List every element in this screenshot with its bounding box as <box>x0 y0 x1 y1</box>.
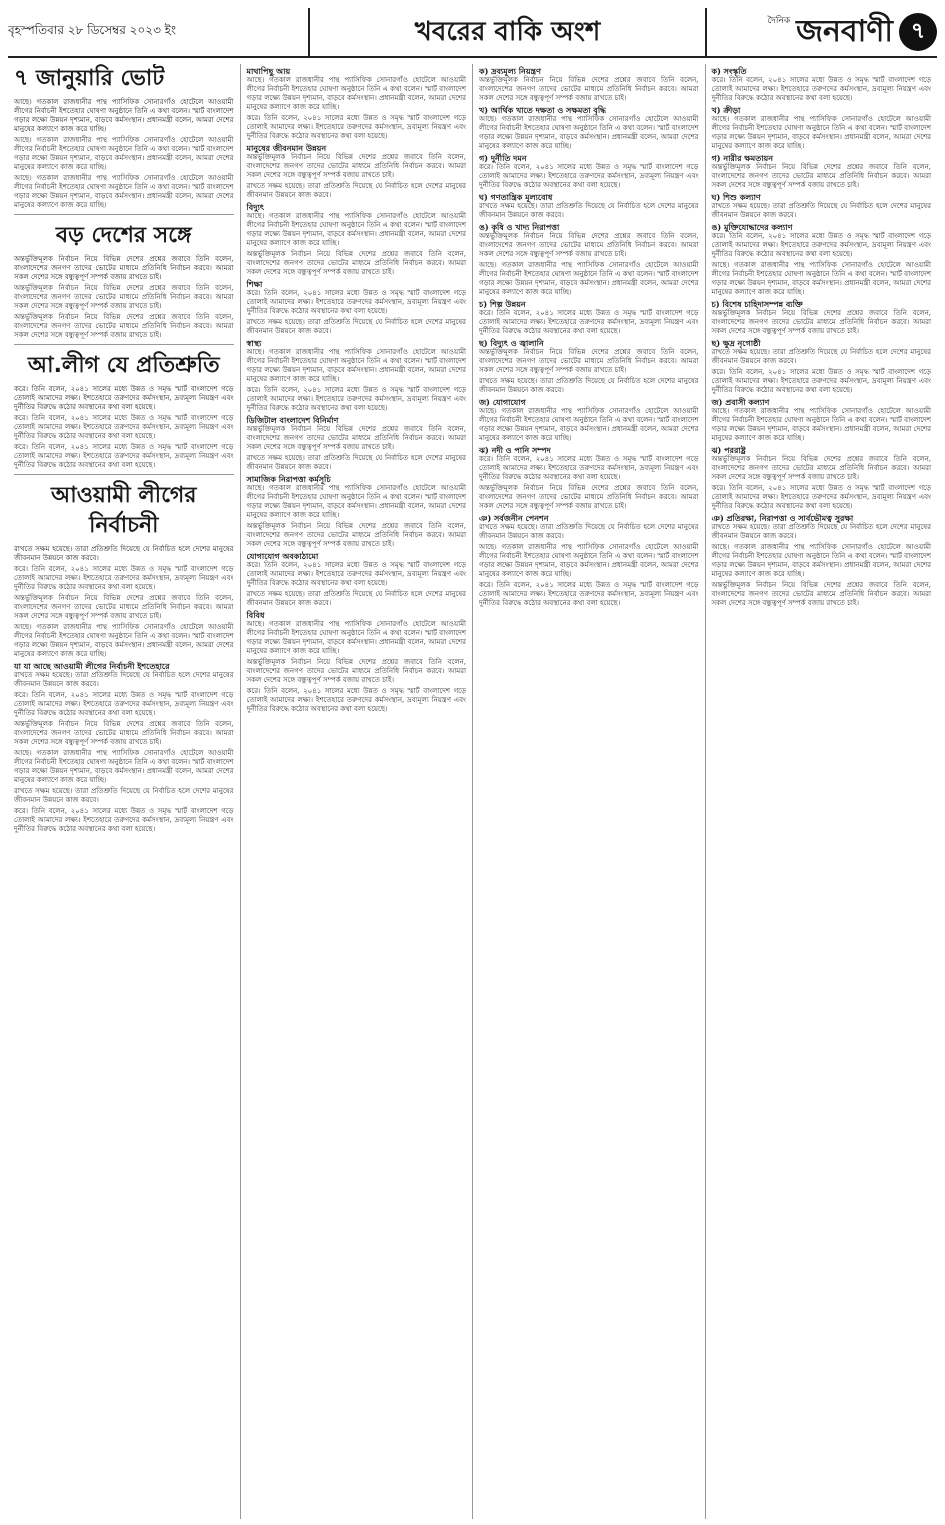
article-paragraph: অন্তর্ভুক্তিমূলক নির্বাচন নিয়ে বিভিন্ন দেশের প্রশ্নের জবাবে তিনি বলেন, বাংলাদেশের জনগণ তাদের ভোটের মাধ্যমে প্রতিনিধি নির্বাচন করবে। আমরা সকল দেশের সঙ্গে বন্ধুত্বপূর্ণ সম্পর্ক বজায় রাখতে চাই। <box>14 313 234 339</box>
subheading: ক) সংস্কৃতি <box>711 66 747 76</box>
article-paragraph: করে। তিনি বলেন, ২০৪১ সালের মধ্যে উন্নত ও সমৃদ্ধ স্মার্ট বাংলাদেশ গড়ে তোলাই আমাদের লক্ষ্য। ইশতেহারে তরুণদের কর্মসংস্থান, দ্রব্যমূল্য নিয়ন্ত্রণ এবং দুর্নীতির বিরুদ্ধে কঠোর অবস্থানের কথা বলা হয়েছে। <box>711 232 931 258</box>
column-3 <box>473 64 706 1519</box>
masthead <box>8 8 937 58</box>
subheading: বিদ্যুৎ <box>246 202 265 212</box>
article-paragraph: করে। তিনি বলেন, ২০৪১ সালের মধ্যে উন্নত ও সমৃদ্ধ স্মার্ট বাংলাদেশ গড়ে তোলাই আমাদের লক্ষ্য। ইশতেহারে তরুণদের কর্মসংস্থান, দ্রব্যমূল্য নিয়ন্ত্রণ এবং দুর্নীতির বিরুদ্ধে কঠোর অবস্থানের কথা বলা হয়েছে। <box>14 691 234 717</box>
subheading: ঞ) প্রতিরক্ষা, নিরাপত্তা ও সার্বভৌমত্ব সুরক্ষা <box>711 513 854 523</box>
article-paragraph: আছে। গতকাল রাজধানীর পান্থ প্যাসিফিক সোনারগাঁও হোটেলে আওয়ামী লীগের নির্বাচনী ইশতেহার ঘোষণা অনুষ্ঠানে তিনি এ কথা বলেন। স্মার্ট বাংলাদেশ গড়ার লক্ষ্যে উন্নয়ন দৃশ্যমান, বাড়বে কর্মসংস্থান। প্রধানমন্ত্রী বলেন, আমরা দেশের মানুষের কল্যাণে কাজ করে যাচ্ছি। <box>479 407 699 442</box>
article-paragraph: রাখতে সক্ষম হয়েছে। তারা প্রতিশ্রুতি দিয়েছে যে নির্বাচিত হলে দেশের মানুষের জীবনমান উন্নয়নে কাজ করবে। <box>711 348 931 365</box>
article-paragraph: অন্তর্ভুক্তিমূলক নির্বাচন নিয়ে বিভিন্ন দেশের প্রশ্নের জবাবে তিনি বলেন, বাংলাদেশের জনগণ তাদের ভোটের মাধ্যমে প্রতিনিধি নির্বাচন করবে। আমরা সকল দেশের সঙ্গে বন্ধুত্বপূর্ণ সম্পর্ক বজায় রাখতে চাই। <box>711 163 931 189</box>
subheading: খ) আর্থিক খাতে দক্ষতা ও সক্ষমতা বৃদ্ধি <box>479 105 606 115</box>
article-paragraph: করে। তিনি বলেন, ২০৪১ সালের মধ্যে উন্নত ও সমৃদ্ধ স্মার্ট বাংলাদেশ গড়ে তোলাই আমাদের লক্ষ্য। ইশতেহারে তরুণদের কর্মসংস্থান, দ্রব্যমূল্য নিয়ন্ত্রণ এবং দুর্নীতির বিরুদ্ধে কঠোর অবস্থানের কথা বলা হয়েছে। <box>479 309 699 335</box>
subheading: চ) বিশেষ চাহিদাসম্পন্ন ব্যক্তি <box>711 299 803 309</box>
article-paragraph: অন্তর্ভুক্তিমূলক নির্বাচন নিয়ে বিভিন্ন দেশের প্রশ্নের জবাবে তিনি বলেন, বাংলাদেশের জনগণ তাদের ভোটের মাধ্যমে প্রতিনিধি নির্বাচন করবে। আমরা সকল দেশের সঙ্গে বন্ধুত্বপূর্ণ সম্পর্ক বজায় রাখতে চাই। <box>246 250 466 276</box>
subheading: মানুষের জীবনমান উন্নয়ন <box>246 143 327 153</box>
article-paragraph: রাখতে সক্ষম হয়েছে। তারা প্রতিশ্রুতি দিয়েছে যে নির্বাচিত হলে দেশের মানুষের জীবনমান উন্নয়নে কাজ করবে। <box>246 182 466 199</box>
column-4 <box>706 64 938 1519</box>
article-paragraph: আছে। গতকাল রাজধানীর পান্থ প্যাসিফিক সোনারগাঁও হোটেলে আওয়ামী লীগের নির্বাচনী ইশতেহার ঘোষণা অনুষ্ঠানে তিনি এ কথা বলেন। স্মার্ট বাংলাদেশ গড়ার লক্ষ্যে উন্নয়ন দৃশ্যমান, বাড়বে কর্মসংস্থান। প্রধানমন্ত্রী বলেন, আমরা দেশের মানুষের কল্যাণে কাজ করে যাচ্ছি। <box>246 76 466 111</box>
headline-manifesto: আওয়ামী লীগের নির্বাচনী <box>51 483 197 538</box>
article-paragraph: আছে। গতকাল রাজধানীর পান্থ প্যাসিফিক সোনারগাঁও হোটেলে আওয়ামী লীগের নির্বাচনী ইশতেহার ঘোষণা অনুষ্ঠানে তিনি এ কথা বলেন। স্মার্ট বাংলাদেশ গড়ার লক্ষ্যে উন্নয়ন দৃশ্যমান, বাড়বে কর্মসংস্থান। প্রধানমন্ত্রী বলেন, আমরা দেশের মানুষের কল্যাণে কাজ করে যাচ্ছি। <box>14 98 234 133</box>
subheading: ঝ) নদী ও পানি সম্পদ <box>479 445 551 455</box>
article-paragraph: আছে। গতকাল রাজধানীর পান্থ প্যাসিফিক সোনারগাঁও হোটেলে আওয়ামী লীগের নির্বাচনী ইশতেহার ঘোষণা অনুষ্ঠানে তিনি এ কথা বলেন। স্মার্ট বাংলাদেশ গড়ার লক্ষ্যে উন্নয়ন দৃশ্যমান, বাড়বে কর্মসংস্থান। প্রধানমন্ত্রী বলেন, আমরা দেশের মানুষের কল্যাণে কাজ করে যাচ্ছি। <box>711 407 931 442</box>
article-paragraph: অন্তর্ভুক্তিমূলক নির্বাচন নিয়ে বিভিন্ন দেশের প্রশ্নের জবাবে তিনি বলেন, বাংলাদেশের জনগণ তাদের ভোটের মাধ্যমে প্রতিনিধি নির্বাচন করবে। আমরা সকল দেশের সঙ্গে বন্ধুত্বপূর্ণ সম্পর্ক বজায় রাখতে চাই। <box>246 658 466 684</box>
subheading: বিবিধ <box>246 610 265 620</box>
article-paragraph: অন্তর্ভুক্তিমূলক নির্বাচন নিয়ে বিভিন্ন দেশের প্রশ্নের জবাবে তিনি বলেন, বাংলাদেশের জনগণ তাদের ভোটের মাধ্যমে প্রতিনিধি নির্বাচন করবে। আমরা সকল দেশের সঙ্গে বন্ধুত্বপূর্ণ সম্পর্ক বজায় রাখতে চাই। <box>246 522 466 548</box>
article-paragraph: করে। তিনি বলেন, ২০৪১ সালের মধ্যে উন্নত ও সমৃদ্ধ স্মার্ট বাংলাদেশ গড়ে তোলাই আমাদের লক্ষ্য। ইশতেহারে তরুণদের কর্মসংস্থান, দ্রব্যমূল্য নিয়ন্ত্রণ এবং দুর্নীতির বিরুদ্ধে কঠোর অবস্থানের কথা বলা হয়েছে। <box>479 163 699 189</box>
article-paragraph: অন্তর্ভুক্তিমূলক নির্বাচন নিয়ে বিভিন্ন দেশের প্রশ্নের জবাবে তিনি বলেন, বাংলাদেশের জনগণ তাদের ভোটের মাধ্যমে প্রতিনিধি নির্বাচন করবে। আমরা সকল দেশের সঙ্গে বন্ধুত্বপূর্ণ সম্পর্ক বজায় রাখতে চাই। <box>479 348 699 374</box>
article-paragraph: রাখতে সক্ষম হয়েছে। তারা প্রতিশ্রুতি দিয়েছে যে নির্বাচিত হলে দেশের মানুষের জীবনমান উন্নয়নে কাজ করবে। <box>246 590 466 607</box>
headline-big-countries: বড় দেশের সঙ্গে <box>55 223 192 248</box>
subheading: ছ) ক্ষুদ্র নৃগোষ্ঠী <box>711 338 761 348</box>
subheading: ঙ) কৃষি ও খাদ্য নিরাপত্তা <box>479 222 560 232</box>
subheading: মাথাপিছু আয় <box>246 66 291 76</box>
subheading: জ) প্রবাসী কল্যাণ <box>711 397 770 407</box>
article-paragraph: আছে। গতকাল রাজধানীর পান্থ প্যাসিফিক সোনারগাঁও হোটেলে আওয়ামী লীগের নির্বাচনী ইশতেহার ঘোষণা অনুষ্ঠানে তিনি এ কথা বলেন। স্মার্ট বাংলাদেশ গড়ার লক্ষ্যে উন্নয়ন দৃশ্যমান, বাড়বে কর্মসংস্থান। প্রধানমন্ত্রী বলেন, আমরা দেশের মানুষের কল্যাণে কাজ করে যাচ্ছি। <box>711 261 931 296</box>
article-paragraph: করে। তিনি বলেন, ২০৪১ সালের মধ্যে উন্নত ও সমৃদ্ধ স্মার্ট বাংলাদেশ গড়ে তোলাই আমাদের লক্ষ্য। ইশতেহারে তরুণদের কর্মসংস্থান, দ্রব্যমূল্য নিয়ন্ত্রণ এবং দুর্নীতির বিরুদ্ধে কঠোর অবস্থানের কথা বলা হয়েছে। <box>711 484 931 510</box>
subheading: ক) দ্রব্যমূল্য নিয়ন্ত্রণ <box>479 66 541 76</box>
article-paragraph: করে। তিনি বলেন, ২০৪১ সালের মধ্যে উন্নত ও সমৃদ্ধ স্মার্ট বাংলাদেশ গড়ে তোলাই আমাদের লক্ষ্য। ইশতেহারে তরুণদের কর্মসংস্থান, দ্রব্যমূল্য নিয়ন্ত্রণ এবং দুর্নীতির বিরুদ্ধে কঠোর অবস্থানের কথা বলা হয়েছে। <box>246 386 466 412</box>
subheading: গ) নারীর ক্ষমতায়ন <box>711 153 774 163</box>
page-number: ৭ <box>899 13 937 51</box>
article-paragraph: আছে। গতকাল রাজধানীর পান্থ প্যাসিফিক সোনারগাঁও হোটেলে আওয়ামী লীগের নির্বাচনী ইশতেহার ঘোষণা অনুষ্ঠানে তিনি এ কথা বলেন। স্মার্ট বাংলাদেশ গড়ার লক্ষ্যে উন্নয়ন দৃশ্যমান, বাড়বে কর্মসংস্থান। প্রধানমন্ত্রী বলেন, আমরা দেশের মানুষের কল্যাণে কাজ করে যাচ্ছি। <box>246 484 466 519</box>
article-paragraph: আছে। গতকাল রাজধানীর পান্থ প্যাসিফিক সোনারগাঁও হোটেলে আওয়ামী লীগের নির্বাচনী ইশতেহার ঘোষণা অনুষ্ঠানে তিনি এ কথা বলেন। স্মার্ট বাংলাদেশ গড়ার লক্ষ্যে উন্নয়ন দৃশ্যমান, বাড়বে কর্মসংস্থান। প্রধানমন্ত্রী বলেন, আমরা দেশের মানুষের কল্যাণে কাজ করে যাচ্ছি। <box>246 212 466 247</box>
article-paragraph: অন্তর্ভুক্তিমূলক নির্বাচন নিয়ে বিভিন্ন দেশের প্রশ্নের জবাবে তিনি বলেন, বাংলাদেশের জনগণ তাদের ভোটের মাধ্যমে প্রতিনিধি নির্বাচন করবে। আমরা সকল দেশের সঙ্গে বন্ধুত্বপূর্ণ সম্পর্ক বজায় রাখতে চাই। <box>246 153 466 179</box>
subheading: ঘ) গণতান্ত্রিক মূল্যবোধ <box>479 192 553 202</box>
subheading: সামাজিক নিরাপত্তা কর্মসূচি <box>246 474 331 484</box>
article-paragraph: আছে। গতকাল রাজধানীর পান্থ প্যাসিফিক সোনারগাঁও হোটেলে আওয়ামী লীগের নির্বাচনী ইশতেহার ঘোষণা অনুষ্ঠানে তিনি এ কথা বলেন। স্মার্ট বাংলাদেশ গড়ার লক্ষ্যে উন্নয়ন দৃশ্যমান, বাড়বে কর্মসংস্থান। প্রধানমন্ত্রী বলেন, আমরা দেশের মানুষের কল্যাণে কাজ করে যাচ্ছি। <box>479 261 699 296</box>
column-2 <box>241 64 474 1519</box>
article-paragraph: করে। তিনি বলেন, ২০৪১ সালের মধ্যে উন্নত ও সমৃদ্ধ স্মার্ট বাংলাদেশ গড়ে তোলাই আমাদের লক্ষ্য। ইশতেহারে তরুণদের কর্মসংস্থান, দ্রব্যমূল্য নিয়ন্ত্রণ এবং দুর্নীতির বিরুদ্ধে কঠোর অবস্থানের কথা বলা হয়েছে। <box>246 687 466 713</box>
article-paragraph: আছে। গতকাল রাজধানীর পান্থ প্যাসিফিক সোনারগাঁও হোটেলে আওয়ামী লীগের নির্বাচনী ইশতেহার ঘোষণা অনুষ্ঠানে তিনি এ কথা বলেন। স্মার্ট বাংলাদেশ গড়ার লক্ষ্যে উন্নয়ন দৃশ্যমান, বাড়বে কর্মসংস্থান। প্রধানমন্ত্রী বলেন, আমরা দেশের মানুষের কল্যাণে কাজ করে যাচ্ছি। <box>246 620 466 655</box>
article-paragraph: করে। তিনি বলেন, ২০৪১ সালের মধ্যে উন্নত ও সমৃদ্ধ স্মার্ট বাংলাদেশ গড়ে তোলাই আমাদের লক্ষ্য। ইশতেহারে তরুণদের কর্মসংস্থান, দ্রব্যমূল্য নিয়ন্ত্রণ এবং দুর্নীতির বিরুদ্ধে কঠোর অবস্থানের কথা বলা হয়েছে। <box>14 443 234 469</box>
article-paragraph: অন্তর্ভুক্তিমূলক নির্বাচন নিয়ে বিভিন্ন দেশের প্রশ্নের জবাবে তিনি বলেন, বাংলাদেশের জনগণ তাদের ভোটের মাধ্যমে প্রতিনিধি নির্বাচন করবে। আমরা সকল দেশের সঙ্গে বন্ধুত্বপূর্ণ সম্পর্ক বজায় রাখতে চাই। <box>711 581 931 607</box>
article-paragraph: করে। তিনি বলেন, ২০৪১ সালের মধ্যে উন্নত ও সমৃদ্ধ স্মার্ট বাংলাদেশ গড়ে তোলাই আমাদের লক্ষ্য। ইশতেহারে তরুণদের কর্মসংস্থান, দ্রব্যমূল্য নিয়ন্ত্রণ এবং দুর্নীতির বিরুদ্ধে কঠোর অবস্থানের কথা বলা হয়েছে। <box>246 561 466 587</box>
subheading: ছ) বিদ্যুৎ ও জ্বালানি <box>479 338 544 348</box>
section-title: খবরের বাকি অংশ <box>308 8 707 56</box>
article-paragraph: অন্তর্ভুক্তিমূলক নির্বাচন নিয়ে বিভিন্ন দেশের প্রশ্নের জবাবে তিনি বলেন, বাংলাদেশের জনগণ তাদের ভোটের মাধ্যমে প্রতিনিধি নির্বাচন করবে। আমরা সকল দেশের সঙ্গে বন্ধুত্বপূর্ণ সম্পর্ক বজায় রাখতে চাই। <box>711 309 931 335</box>
column-1 <box>8 64 241 1519</box>
article-paragraph: রাখতে সক্ষম হয়েছে। তারা প্রতিশ্রুতি দিয়েছে যে নির্বাচিত হলে দেশের মানুষের জীবনমান উন্নয়নে কাজ করবে। <box>14 787 234 804</box>
article-paragraph: আছে। গতকাল রাজধানীর পান্থ প্যাসিফিক সোনারগাঁও হোটেলে আওয়ামী লীগের নির্বাচনী ইশতেহার ঘোষণা অনুষ্ঠানে তিনি এ কথা বলেন। স্মার্ট বাংলাদেশ গড়ার লক্ষ্যে উন্নয়ন দৃশ্যমান, বাড়বে কর্মসংস্থান। প্রধানমন্ত্রী বলেন, আমরা দেশের মানুষের কল্যাণে কাজ করে যাচ্ছি। <box>14 623 234 658</box>
article-paragraph: করে। তিনি বলেন, ২০৪১ সালের মধ্যে উন্নত ও সমৃদ্ধ স্মার্ট বাংলাদেশ গড়ে তোলাই আমাদের লক্ষ্য। ইশতেহারে তরুণদের কর্মসংস্থান, দ্রব্যমূল্য নিয়ন্ত্রণ এবং দুর্নীতির বিরুদ্ধে কঠোর অবস্থানের কথা বলা হয়েছে। <box>14 385 234 411</box>
article-paragraph: অন্তর্ভুক্তিমূলক নির্বাচন নিয়ে বিভিন্ন দেশের প্রশ্নের জবাবে তিনি বলেন, বাংলাদেশের জনগণ তাদের ভোটের মাধ্যমে প্রতিনিধি নির্বাচন করবে। আমরা সকল দেশের সঙ্গে বন্ধুত্বপূর্ণ সম্পর্ক বজায় রাখতে চাই। <box>711 455 931 481</box>
article-paragraph: অন্তর্ভুক্তিমূলক নির্বাচন নিয়ে বিভিন্ন দেশের প্রশ্নের জবাবে তিনি বলেন, বাংলাদেশের জনগণ তাদের ভোটের মাধ্যমে প্রতিনিধি নির্বাচন করবে। আমরা সকল দেশের সঙ্গে বন্ধুত্বপূর্ণ সম্পর্ক বজায় রাখতে চাই। <box>479 232 699 258</box>
article-paragraph: আছে। গতকাল রাজধানীর পান্থ প্যাসিফিক সোনারগাঁও হোটেলে আওয়ামী লীগের নির্বাচনী ইশতেহার ঘোষণা অনুষ্ঠানে তিনি এ কথা বলেন। স্মার্ট বাংলাদেশ গড়ার লক্ষ্যে উন্নয়ন দৃশ্যমান, বাড়বে কর্মসংস্থান। প্রধানমন্ত্রী বলেন, আমরা দেশের মানুষের কল্যাণে কাজ করে যাচ্ছি। <box>14 174 234 209</box>
article-paragraph: রাখতে সক্ষম হয়েছে। তারা প্রতিশ্রুতি দিয়েছে যে নির্বাচিত হলে দেশের মানুষের জীবনমান উন্নয়নে কাজ করবে। <box>479 523 699 540</box>
subheading: ডিজিটাল বাংলাদেশ বিনির্মাণ <box>246 415 339 425</box>
article-paragraph: রাখতে সক্ষম হয়েছে। তারা প্রতিশ্রুতি দিয়েছে যে নির্বাচিত হলে দেশের মানুষের জীবনমান উন্নয়নে কাজ করবে। <box>246 318 466 335</box>
subheading: গ) দুর্নীতি দমন <box>479 153 527 163</box>
subheading: ঝ) পররাষ্ট্র <box>711 445 746 455</box>
subheading: জ) যোগাযোগ <box>479 397 526 407</box>
columns <box>8 64 937 1519</box>
article-paragraph: আছে। গতকাল রাজধানীর পান্থ প্যাসিফিক সোনারগাঁও হোটেলে আওয়ামী লীগের নির্বাচনী ইশতেহার ঘোষণা অনুষ্ঠানে তিনি এ কথা বলেন। স্মার্ট বাংলাদেশ গড়ার লক্ষ্যে উন্নয়ন দৃশ্যমান, বাড়বে কর্মসংস্থান। প্রধানমন্ত্রী বলেন, আমরা দেশের মানুষের কল্যাণে কাজ করে যাচ্ছি। <box>479 115 699 150</box>
article-paragraph: করে। তিনি বলেন, ২০৪১ সালের মধ্যে উন্নত ও সমৃদ্ধ স্মার্ট বাংলাদেশ গড়ে তোলাই আমাদের লক্ষ্য। ইশতেহারে তরুণদের কর্মসংস্থান, দ্রব্যমূল্য নিয়ন্ত্রণ এবং দুর্নীতির বিরুদ্ধে কঠোর অবস্থানের কথা বলা হয়েছে। <box>246 289 466 315</box>
article-paragraph: রাখতে সক্ষম হয়েছে। তারা প্রতিশ্রুতি দিয়েছে যে নির্বাচিত হলে দেশের মানুষের জীবনমান উন্নয়নে কাজ করবে। <box>479 377 699 394</box>
article-paragraph: রাখতে সক্ষম হয়েছে। তারা প্রতিশ্রুতি দিয়েছে যে নির্বাচিত হলে দেশের মানুষের জীবনমান উন্নয়নে কাজ করবে। <box>479 202 699 219</box>
divider <box>14 214 234 215</box>
subheading: ঞ) সর্বজনীন পেনশন <box>479 513 549 523</box>
article-paragraph: অন্তর্ভুক্তিমূলক নির্বাচন নিয়ে বিভিন্ন দেশের প্রশ্নের জবাবে তিনি বলেন, বাংলাদেশের জনগণ তাদের ভোটের মাধ্যমে প্রতিনিধি নির্বাচন করবে। আমরা সকল দেশের সঙ্গে বন্ধুত্বপূর্ণ সম্পর্ক বজায় রাখতে চাই। <box>246 425 466 451</box>
article-paragraph: করে। তিনি বলেন, ২০৪১ সালের মধ্যে উন্নত ও সমৃদ্ধ স্মার্ট বাংলাদেশ গড়ে তোলাই আমাদের লক্ষ্য। ইশতেহারে তরুণদের কর্মসংস্থান, দ্রব্যমূল্য নিয়ন্ত্রণ এবং দুর্নীতির বিরুদ্ধে কঠোর অবস্থানের কথা বলা হয়েছে। <box>711 76 931 102</box>
article-paragraph: রাখতে সক্ষম হয়েছে। তারা প্রতিশ্রুতি দিয়েছে যে নির্বাচিত হলে দেশের মানুষের জীবনমান উন্নয়নে কাজ করবে। <box>711 523 931 540</box>
subheading: ঙ) মুক্তিযোদ্ধাদের কল্যাণ <box>711 222 793 232</box>
brand-name: জনবাণী <box>796 13 893 49</box>
subheading: শিক্ষা <box>246 279 263 289</box>
article-paragraph: করে। তিনি বলেন, ২০৪১ সালের মধ্যে উন্নত ও সমৃদ্ধ স্মার্ট বাংলাদেশ গড়ে তোলাই আমাদের লক্ষ্য। ইশতেহারে তরুণদের কর্মসংস্থান, দ্রব্যমূল্য নিয়ন্ত্রণ এবং দুর্নীতির বিরুদ্ধে কঠোর অবস্থানের কথা বলা হয়েছে। <box>14 565 234 591</box>
brand-prefix: দৈনিক <box>767 15 791 26</box>
article-paragraph: অন্তর্ভুক্তিমূলক নির্বাচন নিয়ে বিভিন্ন দেশের প্রশ্নের জবাবে তিনি বলেন, বাংলাদেশের জনগণ তাদের ভোটের মাধ্যমে প্রতিনিধি নির্বাচন করবে। আমরা সকল দেশের সঙ্গে বন্ধুত্বপূর্ণ সম্পর্ক বজায় রাখতে চাই। <box>479 76 699 102</box>
subheading: স্বাস্থ্য <box>246 338 262 348</box>
article-paragraph: করে। তিনি বলেন, ২০৪১ সালের মধ্যে উন্নত ও সমৃদ্ধ স্মার্ট বাংলাদেশ গড়ে তোলাই আমাদের লক্ষ্য। ইশতেহারে তরুণদের কর্মসংস্থান, দ্রব্যমূল্য নিয়ন্ত্রণ এবং দুর্নীতির বিরুদ্ধে কঠোর অবস্থানের কথা বলা হয়েছে। <box>479 581 699 607</box>
article-paragraph: করে। তিনি বলেন, ২০৪১ সালের মধ্যে উন্নত ও সমৃদ্ধ স্মার্ট বাংলাদেশ গড়ে তোলাই আমাদের লক্ষ্য। ইশতেহারে তরুণদের কর্মসংস্থান, দ্রব্যমূল্য নিয়ন্ত্রণ এবং দুর্নীতির বিরুদ্ধে কঠোর অবস্থানের কথা বলা হয়েছে। <box>711 368 931 394</box>
brand <box>707 7 937 58</box>
article-paragraph: করে। তিনি বলেন, ২০৪১ সালের মধ্যে উন্নত ও সমৃদ্ধ স্মার্ট বাংলাদেশ গড়ে তোলাই আমাদের লক্ষ্য। ইশতেহারে তরুণদের কর্মসংস্থান, দ্রব্যমূল্য নিয়ন্ত্রণ এবং দুর্নীতির বিরুদ্ধে কঠোর অবস্থানের কথা বলা হয়েছে। <box>479 455 699 481</box>
article-paragraph: অন্তর্ভুক্তিমূলক নির্বাচন নিয়ে বিভিন্ন দেশের প্রশ্নের জবাবে তিনি বলেন, বাংলাদেশের জনগণ তাদের ভোটের মাধ্যমে প্রতিনিধি নির্বাচন করবে। আমরা সকল দেশের সঙ্গে বন্ধুত্বপূর্ণ সম্পর্ক বজায় রাখতে চাই। <box>479 484 699 510</box>
article-paragraph: অন্তর্ভুক্তিমূলক নির্বাচন নিয়ে বিভিন্ন দেশের প্রশ্নের জবাবে তিনি বলেন, বাংলাদেশের জনগণ তাদের ভোটের মাধ্যমে প্রতিনিধি নির্বাচন করবে। আমরা সকল দেশের সঙ্গে বন্ধুত্বপূর্ণ সম্পর্ক বজায় রাখতে চাই। <box>14 720 234 746</box>
article-paragraph: আছে। গতকাল রাজধানীর পান্থ প্যাসিফিক সোনারগাঁও হোটেলে আওয়ামী লীগের নির্বাচনী ইশতেহার ঘোষণা অনুষ্ঠানে তিনি এ কথা বলেন। স্মার্ট বাংলাদেশ গড়ার লক্ষ্যে উন্নয়ন দৃশ্যমান, বাড়বে কর্মসংস্থান। প্রধানমন্ত্রী বলেন, আমরা দেশের মানুষের কল্যাণে কাজ করে যাচ্ছি। <box>14 749 234 784</box>
subheading: ঘ) শিশু কল্যাণ <box>711 192 761 202</box>
article-paragraph: আছে। গতকাল রাজধানীর পান্থ প্যাসিফিক সোনারগাঁও হোটেলে আওয়ামী লীগের নির্বাচনী ইশতেহার ঘোষণা অনুষ্ঠানে তিনি এ কথা বলেন। স্মার্ট বাংলাদেশ গড়ার লক্ষ্যে উন্নয়ন দৃশ্যমান, বাড়বে কর্মসংস্থান। প্রধানমন্ত্রী বলেন, আমরা দেশের মানুষের কল্যাণে কাজ করে যাচ্ছি। <box>479 543 699 578</box>
subheading: যা যা আছে আওয়ামী লীগের নির্বাচনী ইশতেহারে <box>14 661 170 671</box>
article-paragraph: আছে। গতকাল রাজধানীর পান্থ প্যাসিফিক সোনারগাঁও হোটেলে আওয়ামী লীগের নির্বাচনী ইশতেহার ঘোষণা অনুষ্ঠানে তিনি এ কথা বলেন। স্মার্ট বাংলাদেশ গড়ার লক্ষ্যে উন্নয়ন দৃশ্যমান, বাড়বে কর্মসংস্থান। প্রধানমন্ত্রী বলেন, আমরা দেশের মানুষের কল্যাণে কাজ করে যাচ্ছি। <box>711 543 931 578</box>
subheading: যোগাযোগ অবকাঠামো <box>246 551 319 561</box>
article-paragraph: রাখতে সক্ষম হয়েছে। তারা প্রতিশ্রুতি দিয়েছে যে নির্বাচিত হলে দেশের মানুষের জীবনমান উন্নয়নে কাজ করবে। <box>711 202 931 219</box>
article-paragraph: আছে। গতকাল রাজধানীর পান্থ প্যাসিফিক সোনারগাঁও হোটেলে আওয়ামী লীগের নির্বাচনী ইশতেহার ঘোষণা অনুষ্ঠানে তিনি এ কথা বলেন। স্মার্ট বাংলাদেশ গড়ার লক্ষ্যে উন্নয়ন দৃশ্যমান, বাড়বে কর্মসংস্থান। প্রধানমন্ত্রী বলেন, আমরা দেশের মানুষের কল্যাণে কাজ করে যাচ্ছি। <box>711 115 931 150</box>
article-paragraph: রাখতে সক্ষম হয়েছে। তারা প্রতিশ্রুতি দিয়েছে যে নির্বাচিত হলে দেশের মানুষের জীবনমান উন্নয়নে কাজ করবে। <box>14 671 234 688</box>
divider <box>14 344 234 345</box>
article-paragraph: আছে। গতকাল রাজধানীর পান্থ প্যাসিফিক সোনারগাঁও হোটেলে আওয়ামী লীগের নির্বাচনী ইশতেহার ঘোষণা অনুষ্ঠানে তিনি এ কথা বলেন। স্মার্ট বাংলাদেশ গড়ার লক্ষ্যে উন্নয়ন দৃশ্যমান, বাড়বে কর্মসংস্থান। প্রধানমন্ত্রী বলেন, আমরা দেশের মানুষের কল্যাণে কাজ করে যাচ্ছি। <box>246 348 466 383</box>
article-paragraph: অন্তর্ভুক্তিমূলক নির্বাচন নিয়ে বিভিন্ন দেশের প্রশ্নের জবাবে তিনি বলেন, বাংলাদেশের জনগণ তাদের ভোটের মাধ্যমে প্রতিনিধি নির্বাচন করবে। আমরা সকল দেশের সঙ্গে বন্ধুত্বপূর্ণ সম্পর্ক বজায় রাখতে চাই। <box>14 594 234 620</box>
subheading: খ) ক্রীড়া <box>711 105 741 115</box>
headline-vote: ৭ জানুয়ারি ভোট <box>14 66 165 91</box>
subheading: চ) শিল্প উন্নয়ন <box>479 299 526 309</box>
issue-date: বৃহস্পতিবার ২৮ ডিসেম্বর ২০২৩ ইং <box>8 23 177 37</box>
article-paragraph: করে। তিনি বলেন, ২০৪১ সালের মধ্যে উন্নত ও সমৃদ্ধ স্মার্ট বাংলাদেশ গড়ে তোলাই আমাদের লক্ষ্য। ইশতেহারে তরুণদের কর্মসংস্থান, দ্রব্যমূল্য নিয়ন্ত্রণ এবং দুর্নীতির বিরুদ্ধে কঠোর অবস্থানের কথা বলা হয়েছে। <box>14 807 234 833</box>
article-paragraph: আছে। গতকাল রাজধানীর পান্থ প্যাসিফিক সোনারগাঁও হোটেলে আওয়ামী লীগের নির্বাচনী ইশতেহার ঘোষণা অনুষ্ঠানে তিনি এ কথা বলেন। স্মার্ট বাংলাদেশ গড়ার লক্ষ্যে উন্নয়ন দৃশ্যমান, বাড়বে কর্মসংস্থান। প্রধানমন্ত্রী বলেন, আমরা দেশের মানুষের কল্যাণে কাজ করে যাচ্ছি। <box>14 136 234 171</box>
divider <box>14 474 234 475</box>
article-paragraph: রাখতে সক্ষম হয়েছে। তারা প্রতিশ্রুতি দিয়েছে যে নির্বাচিত হলে দেশের মানুষের জীবনমান উন্নয়নে কাজ করবে। <box>246 454 466 471</box>
article-paragraph: অন্তর্ভুক্তিমূলক নির্বাচন নিয়ে বিভিন্ন দেশের প্রশ্নের জবাবে তিনি বলেন, বাংলাদেশের জনগণ তাদের ভোটের মাধ্যমে প্রতিনিধি নির্বাচন করবে। আমরা সকল দেশের সঙ্গে বন্ধুত্বপূর্ণ সম্পর্ক বজায় রাখতে চাই। <box>14 255 234 281</box>
article-paragraph: অন্তর্ভুক্তিমূলক নির্বাচন নিয়ে বিভিন্ন দেশের প্রশ্নের জবাবে তিনি বলেন, বাংলাদেশের জনগণ তাদের ভোটের মাধ্যমে প্রতিনিধি নির্বাচন করবে। আমরা সকল দেশের সঙ্গে বন্ধুত্বপূর্ণ সম্পর্ক বজায় রাখতে চাই। <box>14 284 234 310</box>
article-paragraph: করে। তিনি বলেন, ২০৪১ সালের মধ্যে উন্নত ও সমৃদ্ধ স্মার্ট বাংলাদেশ গড়ে তোলাই আমাদের লক্ষ্য। ইশতেহারে তরুণদের কর্মসংস্থান, দ্রব্যমূল্য নিয়ন্ত্রণ এবং দুর্নীতির বিরুদ্ধে কঠোর অবস্থানের কথা বলা হয়েছে। <box>246 114 466 140</box>
article-paragraph: রাখতে সক্ষম হয়েছে। তারা প্রতিশ্রুতি দিয়েছে যে নির্বাচিত হলে দেশের মানুষের জীবনমান উন্নয়নে কাজ করবে। <box>14 545 234 562</box>
article-paragraph: করে। তিনি বলেন, ২০৪১ সালের মধ্যে উন্নত ও সমৃদ্ধ স্মার্ট বাংলাদেশ গড়ে তোলাই আমাদের লক্ষ্য। ইশতেহারে তরুণদের কর্মসংস্থান, দ্রব্যমূল্য নিয়ন্ত্রণ এবং দুর্নীতির বিরুদ্ধে কঠোর অবস্থানের কথা বলা হয়েছে। <box>14 414 234 440</box>
headline-promises: আ.লীগ যে প্রতিশ্রুতি <box>27 353 220 378</box>
